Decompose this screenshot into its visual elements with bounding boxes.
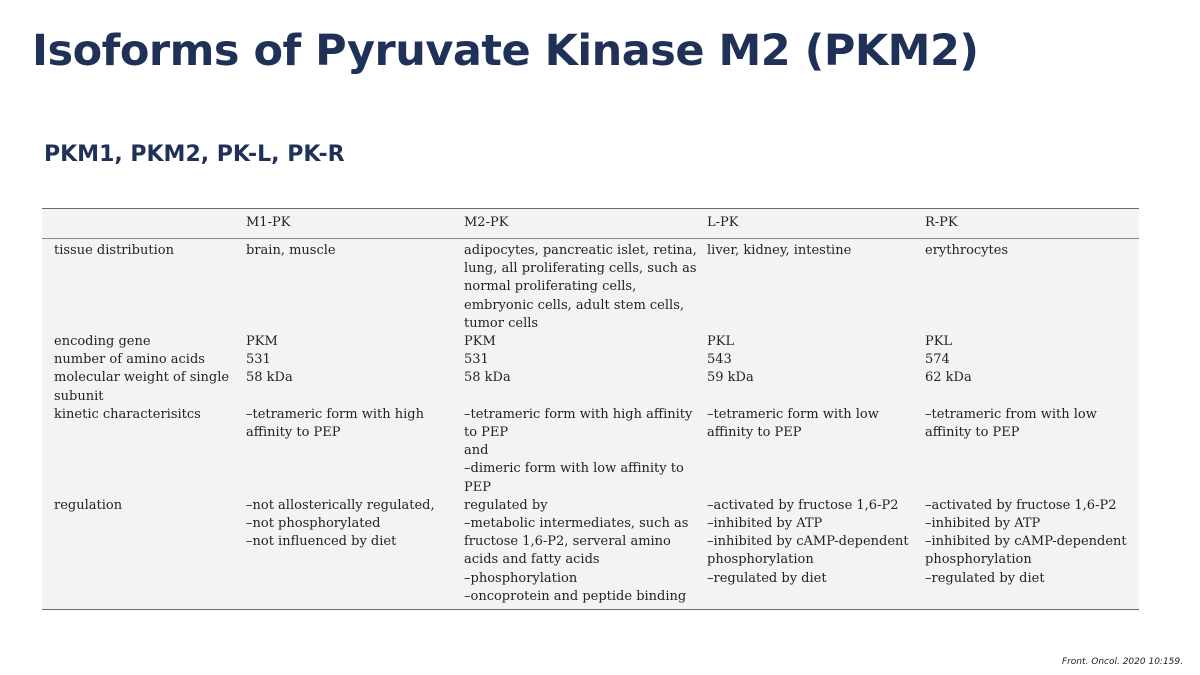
cell-line: normal proliferating cells, [464,279,637,295]
cell-l-pk [707,406,925,497]
cell-line: –tetrameric form with high [246,406,424,422]
cell-line: 62 kDa [925,370,972,386]
isoform-comparison-table [42,208,1139,610]
cell-line: –inhibited by ATP [707,516,823,532]
cell-m1-pk [246,351,464,369]
row-label [42,497,246,609]
row-label [42,351,246,369]
table-body [42,239,1139,610]
row-label-text: number of amino acids [54,352,205,368]
cell-line: –activated by fructose 1,6-P2 [707,497,899,513]
row-label [42,239,246,334]
row-label [42,406,246,497]
slide-subtitle: PKM1, PKM2, PK-L, PK-R [44,142,345,167]
cell-line: –phosphorylation [464,570,578,586]
cell-line: 531 [246,352,271,368]
cell-line: tumor cells [464,315,539,331]
cell-m1-pk [246,406,464,497]
cell-l-pk [707,369,925,405]
cell-line: acids and fatty acids [464,552,600,568]
cell-line: phosphorylation [925,552,1032,568]
cell-r-pk [925,406,1139,497]
slide-title: Isoforms of Pyruvate Kinase M2 (PKM2) [32,26,979,76]
cell-line: 531 [464,352,489,368]
cell-m2-pk [464,351,707,369]
header-cell-empty [42,209,246,239]
cell-m2-pk [464,369,707,405]
cell-l-pk [707,351,925,369]
cell-line: PEP [464,479,491,495]
row-label-text: kinetic characterisitcs [54,406,201,422]
cell-line: 574 [925,352,950,368]
row-label-text: encoding gene [54,334,151,350]
cell-l-pk [707,497,925,609]
cell-line: and [464,443,489,459]
cell-m1-pk [246,333,464,351]
cell-line: –inhibited by cAMP-dependent [925,534,1127,550]
cell-line: to PEP [464,425,509,441]
header-cell-m2-pk: M2-PK [464,209,707,239]
cell-line: affinity to PEP [925,425,1020,441]
cell-line: 59 kDa [707,370,754,386]
cell-line: –tetrameric form with low [707,406,879,422]
cell-line: –oncoprotein and peptide binding [464,588,687,604]
cell-m1-pk [246,239,464,334]
cell-line: PKL [707,334,735,350]
row-label [42,333,246,351]
row-label-text: tissue distribution [54,243,174,258]
cell-line: –regulated by diet [925,570,1045,586]
cell-m2-pk [464,406,707,497]
cell-line: 58 kDa [246,370,293,386]
source-citation: Front. Oncol. 2020 10:159. [1061,657,1183,667]
cell-line: erythrocytes [925,243,1009,258]
row-label-text: molecular weight of single subunit [54,370,230,404]
table-row [42,351,1139,369]
table-row [42,369,1139,405]
cell-line: affinity to PEP [246,425,341,441]
cell-line: 58 kDa [464,370,511,386]
cell-line: adipocytes, pancreatic islet, retina, [464,243,697,258]
cell-r-pk [925,369,1139,405]
cell-m1-pk [246,369,464,405]
cell-line: –metabolic intermediates, such as [464,516,689,532]
cell-r-pk [925,497,1139,609]
header-cell-m1-pk: M1-PK [246,209,464,239]
cell-line: –regulated by diet [707,570,827,586]
header-cell-l-pk: L-PK [707,209,925,239]
cell-line: –tetrameric from with low [925,406,1097,422]
cell-line: –inhibited by cAMP-dependent [707,534,909,550]
cell-line: regulated by [464,497,548,513]
cell-line: brain, muscle [246,243,336,258]
cell-line: –not influenced by diet [246,534,397,550]
cell-r-pk [925,351,1139,369]
cell-line: liver, kidney, intestine [707,243,852,258]
cell-l-pk [707,239,925,334]
cell-m1-pk [246,497,464,609]
row-label [42,369,246,405]
cell-line: –not allosterically regulated, [246,497,435,513]
table-header-row [42,209,1139,239]
cell-line: affinity to PEP [707,425,802,441]
cell-l-pk [707,333,925,351]
cell-line: phosphorylation [707,552,814,568]
cell-m2-pk [464,333,707,351]
cell-r-pk [925,333,1139,351]
cell-line: –dimeric form with low affinity to [464,461,684,477]
table-row [42,333,1139,351]
cell-line: –not phosphorylated [246,516,381,532]
cell-m2-pk [464,497,707,609]
cell-line: –activated by fructose 1,6-P2 [925,497,1117,513]
cell-line: embryonic cells, adult stem cells, [464,297,684,313]
table-row [42,497,1139,609]
cell-m2-pk [464,239,707,334]
cell-line: –inhibited by ATP [925,516,1041,532]
cell-line: PKM [464,334,496,350]
row-label-text: regulation [54,497,123,513]
table-row [42,239,1139,334]
cell-line: PKL [925,334,953,350]
header-cell-r-pk: R-PK [925,209,1139,239]
cell-line: fructose 1,6-P2, serveral amino [464,534,671,550]
table-row [42,406,1139,497]
cell-line: –tetrameric form with high affinity [464,406,693,422]
cell-line: PKM [246,334,278,350]
cell-r-pk [925,239,1139,334]
cell-line: lung, all proliferating cells, such as [464,261,697,277]
cell-line: 543 [707,352,732,368]
